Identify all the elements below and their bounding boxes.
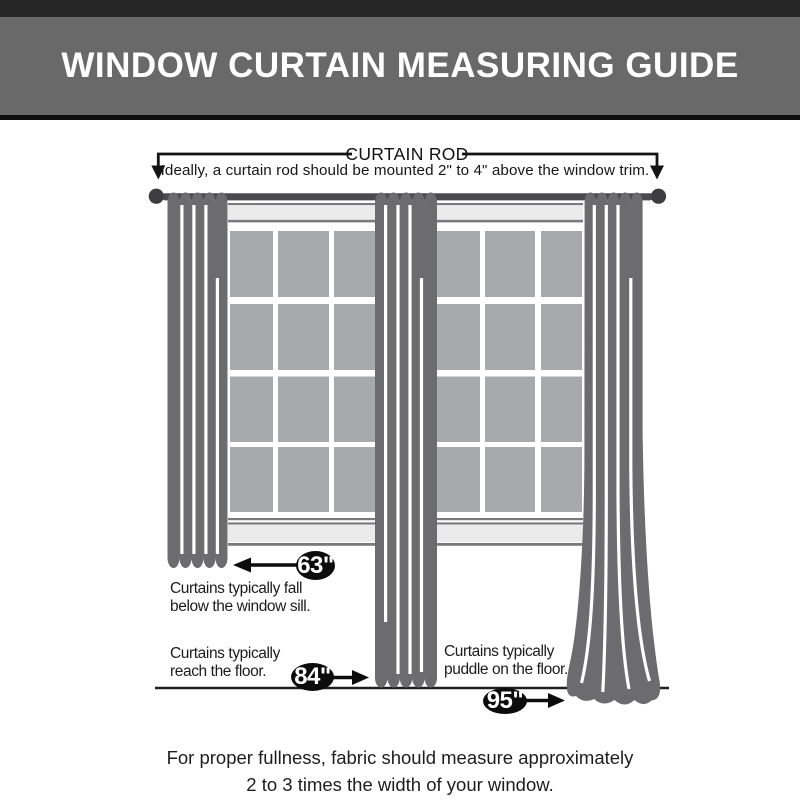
window-panes-left	[230, 231, 376, 512]
caption-puddle-floor-line2: puddle on the floor.	[444, 660, 568, 678]
measurement-badge-84: 84"	[291, 663, 334, 691]
caption-puddle-floor-line1: Curtains typically	[444, 643, 554, 660]
rod-finial-left	[149, 189, 164, 204]
curtain-center	[375, 192, 437, 687]
curtain-rod-label: CURTAIN ROD	[345, 144, 469, 164]
rod-finial-right	[651, 189, 666, 204]
caption-puddle-floor	[444, 643, 568, 678]
window-left-sash	[228, 203, 377, 546]
caption-reach-floor	[170, 645, 280, 680]
fullness-note	[0, 744, 800, 798]
window-right-sash	[436, 203, 583, 546]
page-title: WINDOW CURTAIN MEASURING GUIDE	[61, 46, 739, 85]
caption-reach-floor-line2: reach the floor.	[170, 662, 267, 680]
window-panes-right	[437, 231, 582, 512]
curtain-left	[168, 193, 228, 569]
curtain-rod-note: Ideally, a curtain rod should be mounted 2" to 4" above the window trim.	[160, 162, 650, 179]
arrow-95	[526, 693, 565, 708]
fullness-note-line2: 2 to 3 times the width of your window.	[246, 774, 554, 795]
caption-reach-floor-line1: Curtains typically	[170, 645, 280, 662]
caption-below-sill-line1: Curtains typically fall	[170, 580, 303, 597]
caption-below-sill	[170, 580, 310, 615]
measurement-badge-95: 95"	[483, 688, 527, 714]
fullness-note-line1: For proper fullness, fabric should measure approximately	[166, 747, 634, 768]
caption-below-sill-line2: below the window sill.	[170, 597, 311, 615]
arrow-63	[233, 558, 297, 573]
measurement-badge-63: 63"	[297, 551, 334, 579]
arrow-84	[333, 670, 369, 685]
